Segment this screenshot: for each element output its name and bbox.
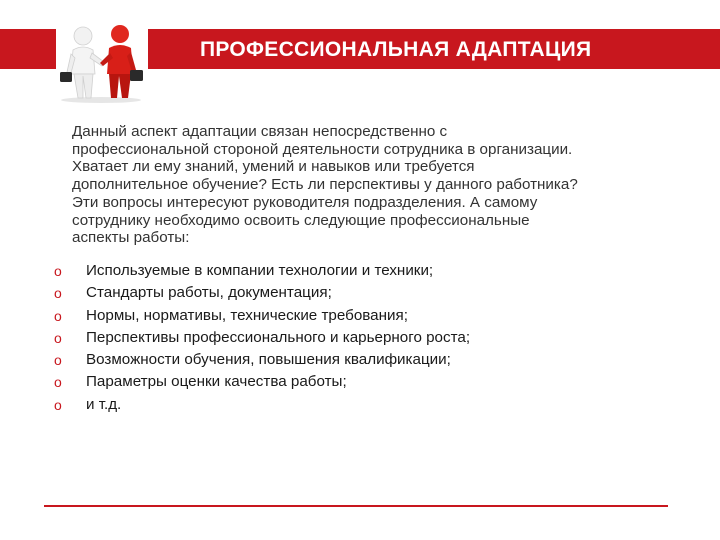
list-item-text: Используемые в компании технологии и техники; <box>86 262 434 279</box>
list-item <box>54 282 470 304</box>
list-item-text: Нормы, нормативы, технические требования; <box>86 306 408 324</box>
aspects-list <box>54 260 470 416</box>
bullet-icon: o <box>54 285 62 302</box>
list-item-text: и т.д. <box>86 395 122 413</box>
footer-divider <box>44 505 668 507</box>
bullet-icon: o <box>54 352 62 369</box>
header-bar-left <box>0 29 56 69</box>
bullet-icon: o <box>54 263 62 279</box>
list-item-text: Параметры оценки качества работы; <box>86 373 347 391</box>
handshake-figures-icon <box>56 20 148 104</box>
intro-paragraph: Данный аспект адаптации связан непосредственно с профессиональной стороной деятельности сотрудника в организации. Хватает ли ему знаний, умений и навыков или требуется дополнительное обучение? Есть ли перспективы у данного работника? Эти вопросы интересуют руководителя подразделения. А самому сотруднику необходимо освоить следующие профессиональные аспекты работы: <box>72 123 578 247</box>
list-item <box>54 327 470 349</box>
list-item-text: Стандарты работы, документация; <box>86 284 332 302</box>
bullet-icon: o <box>54 329 62 346</box>
page-title: ПРОФЕССИОНАЛЬНАЯ АДАПТАЦИЯ <box>200 38 592 61</box>
list-item <box>54 305 470 327</box>
list-item <box>54 349 470 371</box>
list-item-text: Возможности обучения, повышения квалификации; <box>86 351 451 369</box>
list-item-text: Перспективы профессионального и карьерного роста; <box>86 328 471 346</box>
list-item <box>54 394 470 416</box>
bullet-icon: o <box>54 307 62 324</box>
bullet-icon: o <box>54 374 62 391</box>
bullet-icon: o <box>54 396 62 413</box>
list-item <box>54 371 470 393</box>
list-item <box>54 260 470 282</box>
